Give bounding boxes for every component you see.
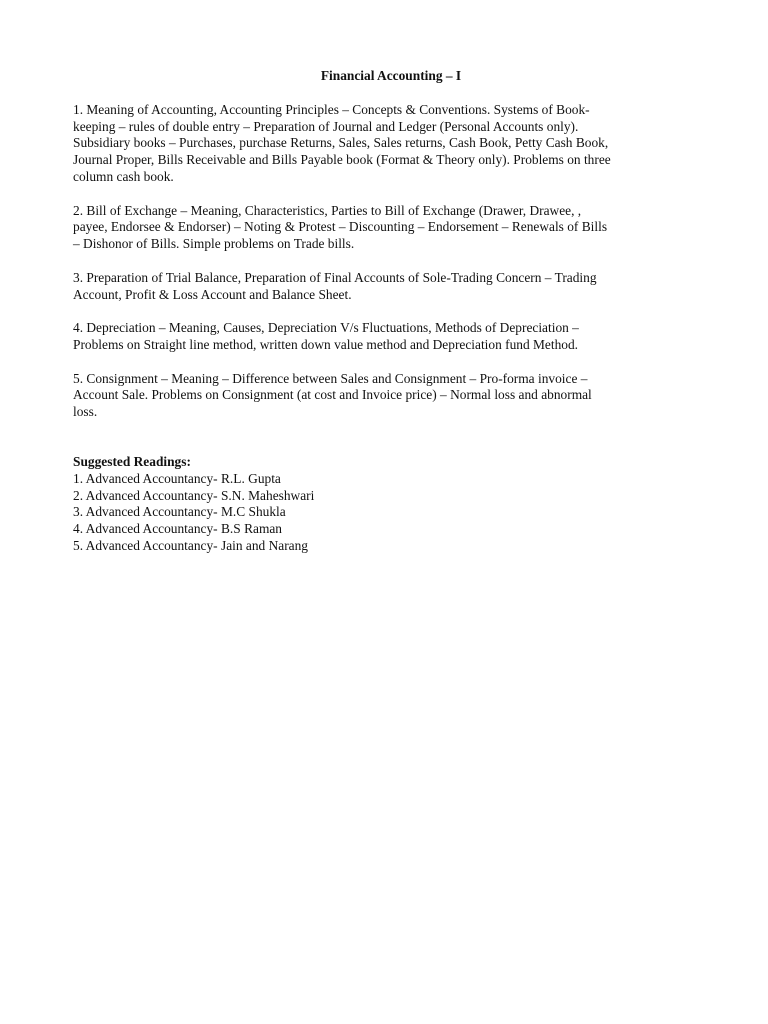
paragraph-line: Subsidiary books – Purchases, purchase Returns, Sales, Sales returns, Cash Book, Petty Cash Book,: [73, 135, 609, 151]
reading-item: 1. Advanced Accountancy- R.L. Gupta: [73, 470, 281, 486]
reading-item: 4. Advanced Accountancy- B.S Raman: [73, 521, 282, 537]
syllabus-paragraph-3: [73, 270, 703, 304]
reading-item: 2. Advanced Accountancy- S.N. Maheshwari: [73, 487, 315, 503]
suggested-readings: [73, 454, 703, 555]
document-title: Financial Accounting – I: [320, 68, 462, 83]
paragraph-line: 2. Bill of Exchange – Meaning, Characteristics, Parties to Bill of Exchange (Drawer, Drawee, ,: [73, 202, 582, 218]
paragraph-line: Journal Proper, Bills Receivable and Bills Payable book (Format & Theory only). Problems on three: [73, 152, 611, 168]
paragraph-line: 4. Depreciation – Meaning, Causes, Depreciation V/s Fluctuations, Methods of Depreciation –: [73, 320, 579, 336]
reading-item: 5. Advanced Accountancy- Jain and Narang: [73, 537, 308, 553]
syllabus-paragraph-1: [73, 102, 703, 186]
paragraph-line: Problems on Straight line method, written down value method and Depreciation fund Method.: [73, 336, 579, 352]
reading-item: 3. Advanced Accountancy- M.C Shukla: [73, 504, 286, 520]
paragraph-line: payee, Endorsee & Endorser) – Noting & Protest – Discounting – Endorsement – Renewals of Bills: [73, 219, 608, 235]
paragraph-line: 3. Preparation of Trial Balance, Preparation of Final Accounts of Sole-Trading Concern – Trading: [73, 269, 597, 285]
syllabus-paragraph-2: [73, 203, 703, 253]
paragraph-line: loss.: [73, 404, 98, 420]
paragraph-line: – Dishonor of Bills. Simple problems on Trade bills.: [73, 236, 355, 252]
syllabus-paragraph-5: [73, 371, 703, 421]
paragraph-line: 5. Consignment – Meaning – Difference between Sales and Consignment – Pro-forma invoice –: [73, 370, 588, 386]
paragraph-line: Account, Profit & Loss Account and Balance Sheet.: [73, 286, 352, 302]
paragraph-line: keeping – rules of double entry – Preparation of Journal and Ledger (Personal Accounts only).: [73, 118, 579, 134]
paragraph-line: column cash book.: [73, 168, 174, 184]
syllabus-paragraph-4: [73, 320, 703, 354]
paragraph-line: 1. Meaning of Accounting, Accounting Principles – Concepts & Conventions. Systems of Book-: [73, 101, 590, 117]
paragraph-line: Account Sale. Problems on Consignment (at cost and Invoice price) – Normal loss and abnormal: [73, 387, 592, 403]
document-page: [73, 68, 703, 555]
suggested-readings-heading: Suggested Readings:: [73, 453, 191, 469]
